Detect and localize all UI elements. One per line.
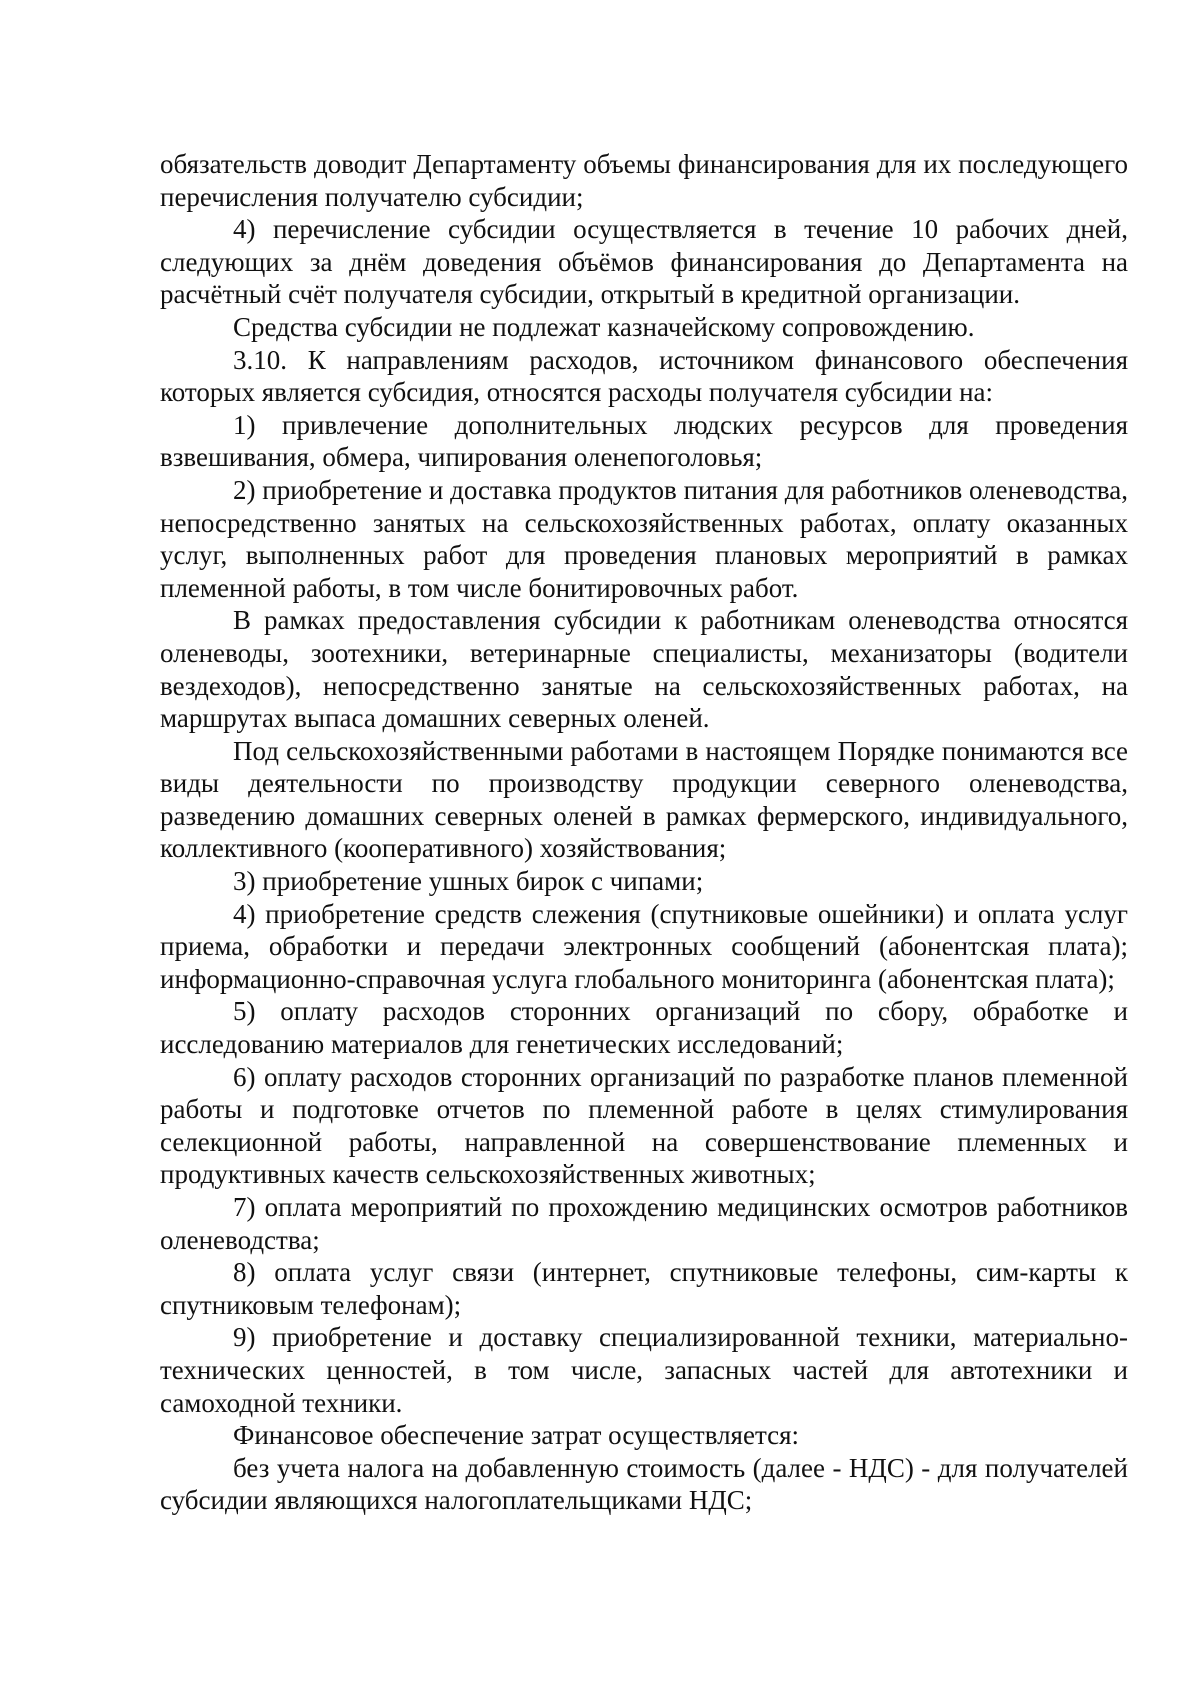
paragraph-vat-exclusion: без учета налога на добавленную стоимость (далее - НДС) - для получателей субсидии являющихся налогоплательщиками НДС; [160, 1452, 1128, 1516]
paragraph-expense-2: 2) приобретение и доставка продуктов питания для работников оленеводства, непосредственно занятых на сельскохозяйственных работах, оплату оказанных услуг, выполненных работ для проведения плановых мероприятий в рамках племенной работы, в том числе бонитировочных работ. [160, 474, 1128, 603]
paragraph-expense-4: 4) приобретение средств слежения (спутниковые ошейники) и оплата услуг приема, обработки и передачи электронных сообщений (абонентская плата); информационно-справочная услуга глобального мониторинга (абонентская плата); [160, 898, 1128, 994]
document-page [160, 148, 1128, 1517]
paragraph-section-3-10: 3.10. К направлениям расходов, источником финансового обеспечения которых является субсидия, относятся расходы получателя субсидии на: [160, 344, 1128, 408]
paragraph-expense-1: 1) привлечение дополнительных людских ресурсов для проведения взвешивания, обмера, чипирования оленепоголовья; [160, 409, 1128, 473]
paragraph-continuation: обязательств доводит Департаменту объемы финансирования для их последующего перечисления получателю субсидии; [160, 149, 1128, 212]
paragraph-expense-5: 5) оплату расходов сторонних организаций по сбору, обработке и исследованию материалов для генетических исследований; [160, 996, 1128, 1060]
paragraph-expense-6: 6) оплату расходов сторонних организаций по разработке планов племенной работы и подготовке отчетов по племенной работе в целях стимулирования селекционной работы, направленной на совершенствование племенных и продуктивных качеств сельскохозяйственных животных; [160, 1061, 1128, 1190]
paragraph-no-treasury-escort: Средства субсидии не подлежат казначейскому сопровождению. [233, 311, 975, 342]
paragraph-expense-3: 3) приобретение ушных бирок с чипами; [233, 866, 704, 897]
paragraph-item-4-transfer: 4) перечисление субсидии осуществляется в течение 10 рабочих дней, следующих за днём доведения объёмов финансирования до Департамента на расчётный счёт получателя субсидии, открытый в кредитной организации. [160, 214, 1128, 310]
paragraph-expense-7: 7) оплата мероприятий по прохождению медицинских осмотров работников оленеводства; [160, 1192, 1128, 1255]
paragraph-expense-9: 9) приобретение и доставку специализированной техники, материально-технических ценностей, в том числе, запасных частей для автотехники и самоходной техники. [160, 1322, 1128, 1418]
paragraph-agricultural-works: Под сельскохозяйственными работами в настоящем Порядке понимаются все виды деятельности по производству продукции северного оленеводства, разведению домашних северных оленей в рамках фермерского, индивидуального, коллективного (кооперативного) хозяйствования; [160, 735, 1128, 864]
paragraph-reindeer-workers: В рамках предоставления субсидии к работникам оленеводства относятся оленеводы, зоотехники, ветеринарные специалисты, механизаторы (водители вездеходов), непосредственно занятые на сельскохозяйственных работах, на маршрутах выпаса домашних северных оленей. [160, 605, 1128, 734]
paragraph-expense-8: 8) оплата услуг связи (интернет, спутниковые телефоны, сим-карты к спутниковым телефонам); [160, 1257, 1128, 1320]
paragraph-financing-intro: Финансовое обеспечение затрат осуществляется: [233, 1420, 799, 1451]
